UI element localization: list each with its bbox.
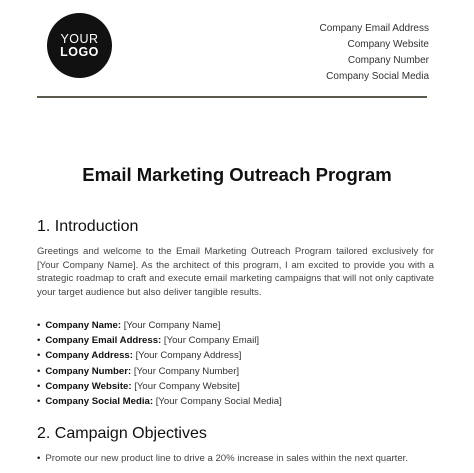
list-item-label: Company Name: (45, 320, 122, 331)
list-item-label: Company Social Media: (45, 396, 154, 408)
header-divider (37, 96, 427, 98)
logo-line-1: YOUR (60, 31, 99, 46)
list-item (37, 379, 282, 394)
company-details-list (37, 318, 282, 409)
list-item (37, 333, 282, 348)
list-item-value: [Your Company Name] (123, 320, 221, 331)
list-item (37, 318, 282, 333)
list-item-label: Company Number: (45, 365, 132, 377)
list-item (37, 364, 282, 379)
introduction-paragraph: Greetings and welcome to the Email Marketing Outreach Program tailored exclusively for [Your Company Name]. As the architect of this program, I am excited to provide you with a strategic roadmap to craft and execute email marketing campaigns that will not only captivate your target audience but also deliver tangible results. (37, 246, 434, 298)
list-item-value: [Your Company Address] (135, 350, 242, 362)
company-contact-block (320, 21, 430, 85)
list-item: • Promote our new product line to drive a 20% increase in sales within the next quarter. (37, 452, 434, 466)
company-logo (47, 13, 112, 78)
company-website: Company Website (347, 39, 429, 50)
company-email: Company Email Address (319, 23, 429, 34)
company-number: Company Number (347, 55, 429, 66)
list-item (37, 348, 282, 363)
list-item (37, 394, 282, 409)
company-social-media: Company Social Media (326, 71, 429, 82)
document-title: Email Marketing Outreach Program (82, 164, 392, 185)
list-item-label: Company Address: (45, 350, 133, 362)
list-item-value: [Your Company Social Media] (155, 396, 282, 408)
list-item-value: [Your Company Website] (134, 380, 240, 392)
list-item-value: [Your Company Email] (163, 335, 259, 347)
list-item-value: [Your Company Number] (133, 365, 240, 377)
logo-line-2: LOGO (60, 44, 99, 59)
section-heading-campaign-objectives: 2. Campaign Objectives (37, 425, 207, 442)
list-item-label: Company Website: (45, 380, 132, 392)
section-heading-introduction: 1. Introduction (37, 218, 139, 235)
list-item-label: Company Email Address: (45, 335, 162, 347)
objectives-list (37, 452, 434, 466)
